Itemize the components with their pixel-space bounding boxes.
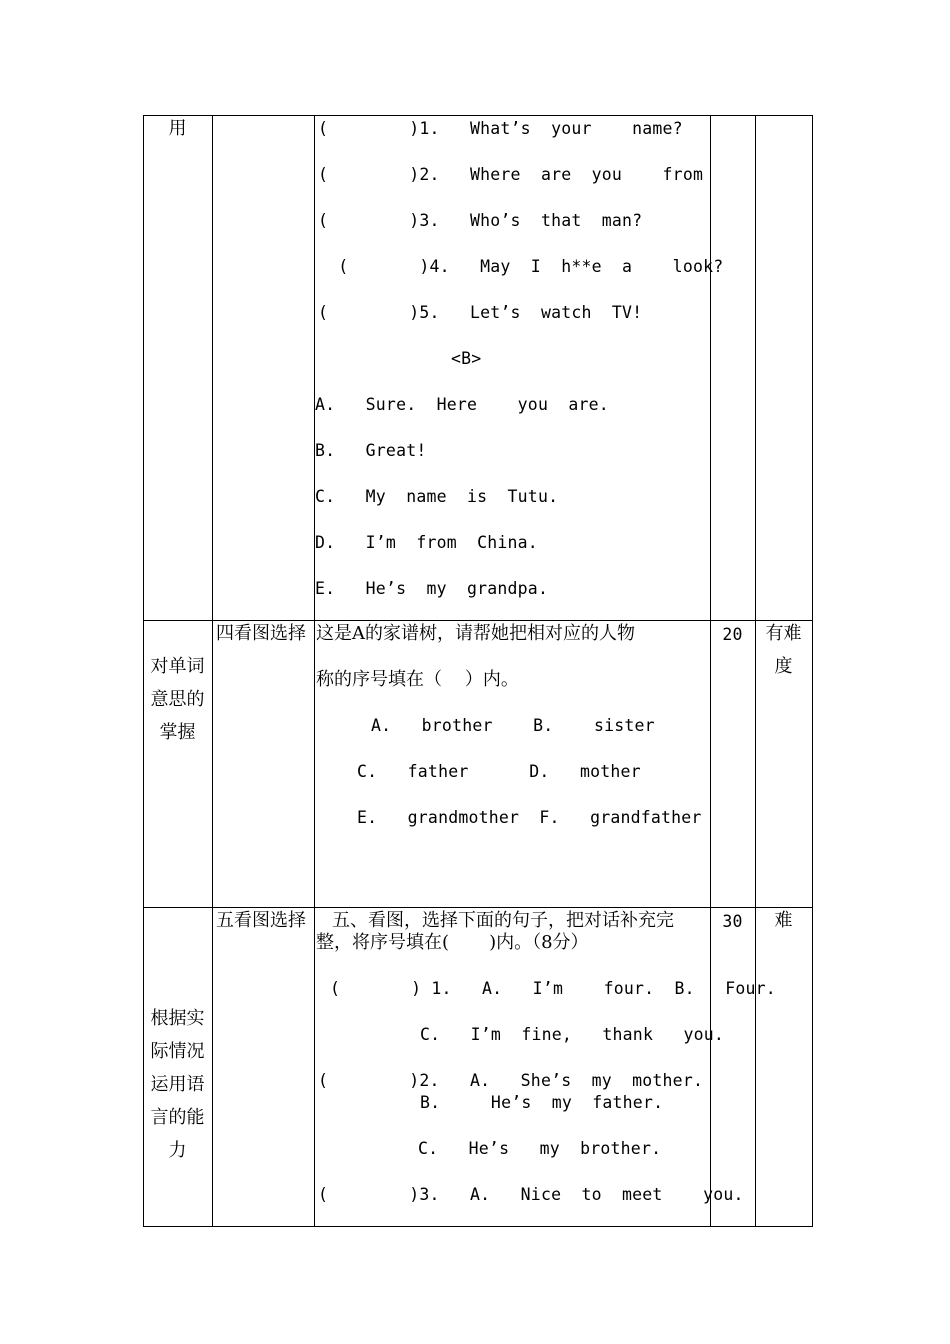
- dialogue-question: ( )2. A. She’s my mother.: [318, 1071, 704, 1090]
- dialogue-question: ( ) 1. A. I’m four. B. Four.: [330, 979, 776, 998]
- family-option: C. father D. mother: [357, 762, 641, 781]
- family-option: A. brother B. sister: [371, 716, 655, 735]
- answer-option: D. I’m from China.: [315, 533, 538, 552]
- answer-option: E. He’s my grandpa.: [315, 579, 549, 598]
- row1-category: 用: [168, 118, 187, 139]
- question-line: ( )3. Who’s that man?: [318, 211, 643, 230]
- row3-instruction-line2: 整，将序号填在( )内。（8分）: [316, 932, 589, 953]
- row3-instruction-line1: 五、看图，选择下面的句子，把对话补充完: [332, 910, 674, 931]
- answer-option: B. Great!: [315, 441, 427, 460]
- section-b-heading: <B>: [451, 349, 482, 368]
- family-option: E. grandmother F. grandfather: [357, 808, 702, 827]
- row2-question-type: 四看图选择: [216, 623, 306, 644]
- dialogue-question: ( )3. A. Nice to meet you.: [318, 1185, 744, 1204]
- question-line: ( )1. What’s your name?: [318, 119, 683, 138]
- row3-score: 30: [722, 912, 743, 931]
- row2-instruction-line1: 这是A的家谱树，请帮她把相对应的人物: [316, 623, 635, 644]
- question-line: ( )2. Where are you from: [318, 165, 704, 184]
- row3-difficulty: 难: [774, 910, 793, 931]
- worksheet-page: 用 ( )1. What’s your name? ( )2. Where are you from ( )3. Who’s that man? ( )4. May I h**e a look? ( )5. Let’s watch TV! <B> A. Sure. Here you are. B. Great! C. My name is Tutu. D. I’m from China. E. He’s my grandpa. 对单词 意思的 掌握 四看图选择 这是A的家谱树，请帮她把相对应的人物 称的序号填在（ ）内。 A. brother B. sister C. father D. mother E. grandmother F. grandfather 20 有难 度 根据实 际情况 运用语 言的能 力 五看图选择 五、看图，选择下面的句子，把对话补充完 整，将序号填在( )内。（8分） ( ) 1. A. I’m four. B. Four. C. I’m fine, thank you. ( )2. A. She’s my mother. B. He’s my father. C. He’s my brother. ( )3. A. Nice to meet you. 30 难: [0, 0, 950, 1344]
- question-line: ( )4. May I h**e a look?: [318, 257, 724, 276]
- dialogue-option: B. He’s my father.: [420, 1093, 664, 1112]
- answer-option: A. Sure. Here you are.: [315, 395, 609, 414]
- row2-score: 20: [722, 625, 743, 644]
- dialogue-option: C. I’m fine, thank you.: [420, 1025, 725, 1044]
- row2-instruction-line2: 称的序号填在（ ）内。: [316, 669, 519, 690]
- dialogue-option: C. He’s my brother.: [418, 1139, 662, 1158]
- row3-question-type: 五看图选择: [216, 910, 306, 931]
- question-line: ( )5. Let’s watch TV!: [318, 303, 643, 322]
- answer-option: C. My name is Tutu.: [315, 487, 559, 506]
